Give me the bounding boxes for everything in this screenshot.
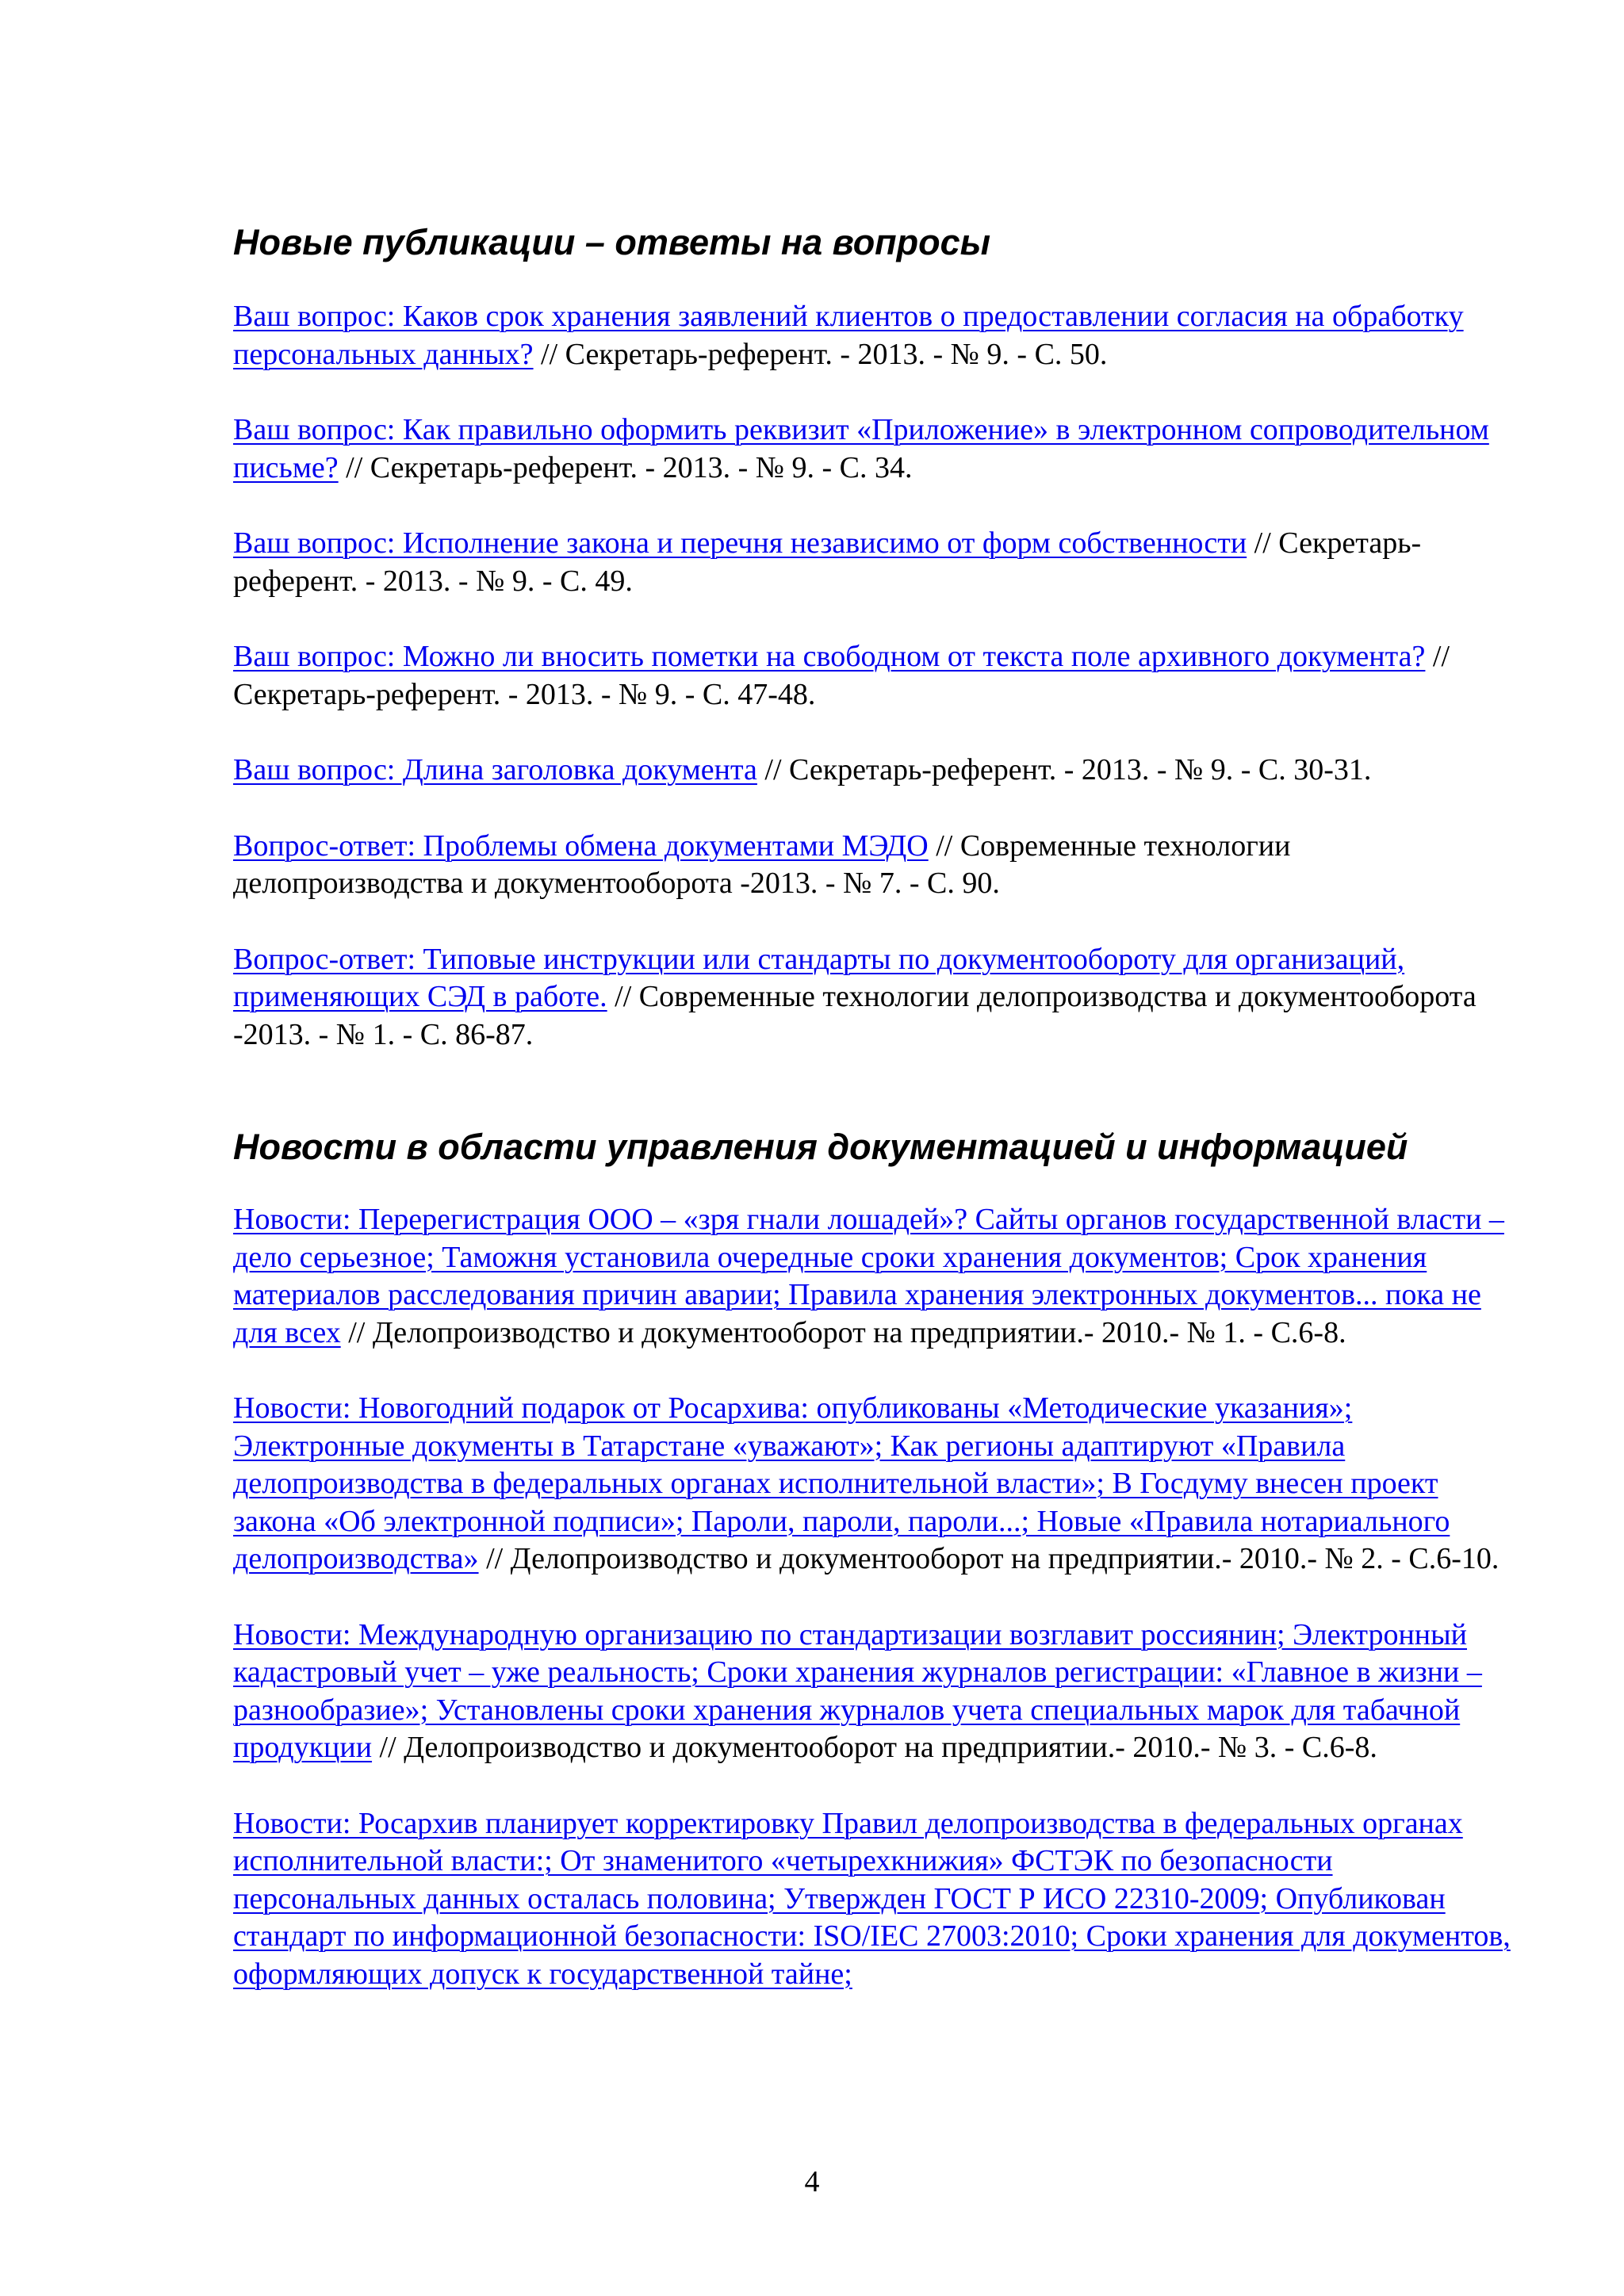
- publication-entry: [233, 828, 1518, 903]
- publication-link[interactable]: Ваш вопрос: Исполнение закона и перечня независимо от форм собственности: [233, 526, 1247, 560]
- news-citation: // Делопроизводство и документооборот на предприятии.- 2010.- № 2. - С.6-10.: [478, 1542, 1500, 1575]
- news-link[interactable]: Новости: Перерегистрация ООО – «зря гнали лошадей»? Сайты органов государственной власти – дело серьезное; Таможня установила очередные сроки хранения документов; Срок хранения материалов расследования причин аварии; Правила хранения электронных документов... пока не для всех: [233, 1203, 1504, 1349]
- publication-link[interactable]: Ваш вопрос: Можно ли вносить пометки на свободном от текста поле архивного документа?: [233, 640, 1426, 673]
- publication-link[interactable]: Ваш вопрос: Каков срок хранения заявлений клиентов о предоставлении согласия на обработку персональных данных?: [233, 300, 1464, 371]
- publication-citation: // Современные технологии делопроизводства и документооборота -2013. - № 1. - С. 86-87.: [233, 980, 1477, 1051]
- publication-entry: [233, 752, 1518, 790]
- publication-citation: // Секретарь-референт. - 2013. - № 9. - С. 49.: [233, 526, 1422, 598]
- news-entry: [233, 1201, 1518, 1352]
- publication-citation: // Современные технологии делопроизводства и документооборота -2013. - № 7. - С. 90.: [233, 828, 1291, 900]
- news-entry: [233, 1390, 1518, 1578]
- section-heading-qa: Новые публикации – ответы на вопросы: [233, 222, 991, 262]
- news-link[interactable]: Новости: Новогодний подарок от Росархива: опубликованы «Методические указания»; Электронные документы в Татарстане «уважают»; Как регионы адаптируют «Правила делопроизводства в федеральных органах исполнительной власти»; В Госдуму внесен проект закона «Об электронной подписи»; Пароли, пароли, пароли...; Новые «Правила нотариального делопроизводства»: [233, 1391, 1450, 1575]
- page-content: [233, 219, 1518, 1993]
- publication-link[interactable]: Ваш вопрос: Как правильно оформить реквизит «Приложение» в электронном сопроводительном письме?: [233, 413, 1489, 484]
- publication-citation: // Секретарь-референт. - 2013. - № 9. - С. 30-31.: [756, 753, 1372, 786]
- publication-entry: [233, 298, 1518, 373]
- publication-entry: [233, 525, 1518, 600]
- news-entry: [233, 1805, 1518, 1994]
- publication-link[interactable]: Вопрос-ответ: Типовые инструкции или стандарты по документообороту для организаций, применяющих СЭД в работе.: [233, 942, 1405, 1013]
- news-citation: // Делопроизводство и документооборот на предприятии.- 2010.- № 3. - С.6-8.: [372, 1731, 1377, 1764]
- news-citation: // Делопроизводство и документооборот на предприятии.- 2010.- № 1. - С.6-8.: [340, 1315, 1346, 1349]
- publication-citation: // Секретарь-референт. - 2013. - № 9. - С. 34.: [338, 450, 913, 484]
- page-number: 4: [804, 2165, 820, 2198]
- news-entry: [233, 1617, 1518, 1767]
- publication-entry: [233, 411, 1518, 487]
- publication-citation: // Секретарь-референт. - 2013. - № 9. - С. 50.: [533, 337, 1108, 371]
- publication-entry: [233, 941, 1518, 1054]
- publication-link[interactable]: Вопрос-ответ: Проблемы обмена документами МЭДО: [233, 828, 929, 863]
- publication-link[interactable]: Ваш вопрос: Длина заголовка документа: [233, 753, 757, 786]
- news-link[interactable]: Новости: Международную организацию по стандартизации возглавит россиянин; Электронный кадастровый учет – уже реальность; Сроки хранения журналов регистрации: «Главное в жизни – разнообразие»; Установлены сроки хранения журналов учета специальных марок для табачной продукции: [233, 1617, 1482, 1764]
- publication-citation: // Секретарь-референт. - 2013. - № 9. - С. 47-48.: [233, 640, 1450, 711]
- section-heading-news: Новости в области управления документацией и информацией: [233, 1127, 1408, 1167]
- publication-entry: [233, 638, 1518, 714]
- news-link[interactable]: Новости: Росархив планирует корректировку Правил делопроизводства в федеральных органах исполнительной власти:; От знаменитого «четырехкнижия» ФСТЭК по безопасности персональных данных осталась половина; Утвержден ГОСТ Р ИСО 22310-2009; Опубликован стандарт по информационной безопасности: ISO/IEC 27003:2010; Сроки хранения для документов, оформляющих допуск к государственной тайне;: [233, 1806, 1511, 1991]
